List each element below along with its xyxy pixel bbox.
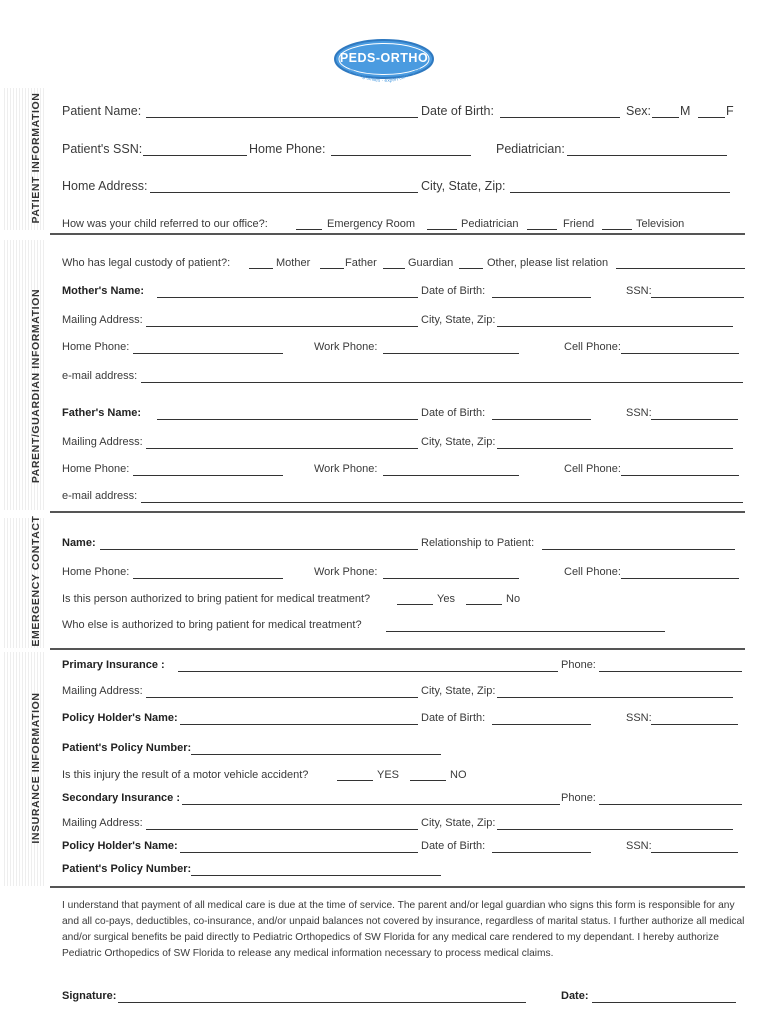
payment-authorization-statement: I understand that payment of all medical care is due at the time of service. The parent and/or legal guardian who signs this form is responsible for any and all co-pays, deductibles, co-insurance, and/or unpaid balances not covered by insurance, regardless of marital status. I further authorize all medical and/or surgical benefits be paid directly to Pediatric Orthopedics of SW Florida for any medical care rendered to my dependant. I hereby authorize Pediatric Orthopedics of SW Florida to release any medical information necessary to process medical claims. bbox=[62, 900, 745, 959]
primary-policy-number-label: Patient's Policy Number: bbox=[62, 742, 192, 754]
logo-name: PEDS-ORTHO bbox=[339, 51, 429, 65]
primary-insurance-field[interactable] bbox=[178, 671, 558, 672]
mother-ssn-label: SSN: bbox=[626, 285, 652, 297]
father-email-field[interactable] bbox=[141, 502, 743, 503]
mother-email-field[interactable] bbox=[141, 382, 743, 383]
section-divider bbox=[50, 511, 745, 513]
secondary-csz-label: City, State, Zip: bbox=[421, 817, 496, 829]
custody-father-label: Father bbox=[345, 257, 377, 269]
secondary-holder-field[interactable] bbox=[180, 852, 418, 853]
primary-holder-ssn-label: SSN: bbox=[626, 712, 652, 724]
mother-mailing-field[interactable] bbox=[146, 326, 418, 327]
custody-guardian-check[interactable] bbox=[383, 268, 405, 269]
patient-name-field[interactable] bbox=[146, 117, 418, 118]
mother-email-label: e-mail address: bbox=[62, 370, 138, 382]
primary-mailing-field[interactable] bbox=[146, 697, 418, 698]
signature-label: Signature: bbox=[62, 990, 117, 1002]
section-divider bbox=[50, 648, 745, 650]
date-field[interactable] bbox=[592, 1002, 736, 1003]
primary-insurance-label: Primary Insurance : bbox=[62, 659, 165, 671]
primary-phone-field[interactable] bbox=[599, 671, 742, 672]
referral-friend-check[interactable] bbox=[527, 229, 557, 230]
patient-csz-field[interactable] bbox=[510, 192, 730, 193]
sex-f-field[interactable] bbox=[698, 117, 725, 118]
father-work-phone-field[interactable] bbox=[383, 475, 519, 476]
section-label-parent: PARENT/GUARDIAN INFORMATION bbox=[30, 288, 42, 484]
secondary-csz-field[interactable] bbox=[497, 829, 733, 830]
mother-csz-label: City, State, Zip: bbox=[421, 314, 496, 326]
authorized-no-label: No bbox=[506, 593, 521, 605]
mother-dob-label: Date of Birth: bbox=[421, 285, 486, 297]
mother-cell-phone-field[interactable] bbox=[621, 353, 739, 354]
father-cell-phone-label: Cell Phone: bbox=[564, 463, 621, 475]
patient-sex-label: Sex: bbox=[626, 104, 652, 118]
patient-ssn-label: Patient's SSN: bbox=[62, 142, 143, 156]
father-mailing-field[interactable] bbox=[146, 448, 418, 449]
section-label-patient: PATIENT INFORMATION bbox=[30, 92, 42, 224]
primary-phone-label: Phone: bbox=[561, 659, 596, 671]
sex-m-label: M bbox=[680, 104, 691, 118]
custody-father-check[interactable] bbox=[320, 268, 344, 269]
secondary-insurance-label: Secondary Insurance : bbox=[62, 792, 180, 804]
father-dob-label: Date of Birth: bbox=[421, 407, 486, 419]
secondary-holder-ssn-label: SSN: bbox=[626, 840, 652, 852]
father-work-phone-label: Work Phone: bbox=[314, 463, 378, 475]
logo-tagline: growing smiles · expert care · peac bbox=[348, 65, 424, 85]
authorized-no-check[interactable] bbox=[466, 604, 502, 605]
referral-label: How was your child referred to our office?: bbox=[62, 218, 268, 230]
mothers-name-label: Mother's Name: bbox=[62, 285, 145, 297]
father-mailing-label: Mailing Address: bbox=[62, 436, 143, 448]
primary-holder-dob-field[interactable] bbox=[492, 724, 591, 725]
referral-ped-check[interactable] bbox=[427, 229, 457, 230]
father-home-phone-field[interactable] bbox=[133, 475, 283, 476]
secondary-policy-number-label: Patient's Policy Number: bbox=[62, 863, 192, 875]
father-email-label: e-mail address: bbox=[62, 490, 138, 502]
mother-dob-field[interactable] bbox=[492, 297, 591, 298]
patient-home-phone-field[interactable] bbox=[331, 155, 471, 156]
patient-dob-label: Date of Birth: bbox=[421, 104, 494, 118]
mothers-name-field[interactable] bbox=[157, 297, 418, 298]
accident-yes-check[interactable] bbox=[337, 780, 373, 781]
emergency-home-phone-field[interactable] bbox=[133, 578, 283, 579]
who-else-field[interactable] bbox=[386, 631, 665, 632]
mother-ssn-field[interactable] bbox=[651, 297, 744, 298]
referral-tv-check[interactable] bbox=[602, 229, 632, 230]
signature-field[interactable] bbox=[118, 1002, 526, 1003]
section-label-insurance: INSURANCE INFORMATION bbox=[30, 692, 42, 844]
emergency-name-field[interactable] bbox=[100, 549, 418, 550]
referral-friend-label: Friend bbox=[563, 218, 595, 230]
custody-other-label: Other, please list relation bbox=[487, 257, 609, 269]
custody-mother-label: Mother bbox=[276, 257, 311, 269]
custody-other-field[interactable] bbox=[616, 268, 745, 269]
home-address-label: Home Address: bbox=[62, 179, 148, 193]
father-dob-field[interactable] bbox=[492, 419, 591, 420]
custody-other-check[interactable] bbox=[459, 268, 483, 269]
mother-cell-phone-label: Cell Phone: bbox=[564, 341, 621, 353]
relationship-label: Relationship to Patient: bbox=[421, 537, 535, 549]
primary-holder-label: Policy Holder's Name: bbox=[62, 712, 178, 724]
sex-f-label: F bbox=[726, 104, 734, 118]
secondary-holder-dob-label: Date of Birth: bbox=[421, 840, 486, 852]
custody-label: Who has legal custody of patient?: bbox=[62, 257, 231, 269]
section-label-emergency: EMERGENCY CONTACT bbox=[30, 515, 42, 647]
fathers-name-label: Father's Name: bbox=[62, 407, 142, 419]
authorized-yes-label: Yes bbox=[437, 593, 455, 605]
section-divider bbox=[50, 233, 745, 235]
authorized-question: Is this person authorized to bring patient for medical treatment? bbox=[62, 593, 371, 605]
primary-holder-dob-label: Date of Birth: bbox=[421, 712, 486, 724]
secondary-mailing-label: Mailing Address: bbox=[62, 817, 143, 829]
primary-csz-field[interactable] bbox=[497, 697, 733, 698]
referral-tv-label: Television bbox=[636, 218, 685, 230]
referral-er-check[interactable] bbox=[296, 229, 322, 230]
father-ssn-field[interactable] bbox=[651, 419, 738, 420]
referral-ped-label: Pediatrician bbox=[461, 218, 519, 230]
accident-no-label: NO bbox=[450, 769, 467, 781]
father-csz-field[interactable] bbox=[497, 448, 733, 449]
primary-mailing-label: Mailing Address: bbox=[62, 685, 143, 697]
emergency-home-phone-label: Home Phone: bbox=[62, 566, 130, 578]
emergency-cell-phone-field[interactable] bbox=[621, 578, 739, 579]
mother-work-phone-field[interactable] bbox=[383, 353, 519, 354]
secondary-phone-label: Phone: bbox=[561, 792, 596, 804]
primary-holder-ssn-field[interactable] bbox=[651, 724, 738, 725]
section-divider bbox=[50, 886, 745, 888]
secondary-insurance-field[interactable] bbox=[182, 804, 560, 805]
patient-ssn-field[interactable] bbox=[143, 155, 247, 156]
mother-work-phone-label: Work Phone: bbox=[314, 341, 378, 353]
authorized-yes-check[interactable] bbox=[397, 604, 433, 605]
accident-yes-label: YES bbox=[377, 769, 400, 781]
father-home-phone-label: Home Phone: bbox=[62, 463, 130, 475]
secondary-holder-label: Policy Holder's Name: bbox=[62, 840, 178, 852]
peds-ortho-logo bbox=[333, 38, 435, 86]
secondary-holder-ssn-field[interactable] bbox=[651, 852, 738, 853]
mother-home-phone-label: Home Phone: bbox=[62, 341, 130, 353]
custody-guardian-label: Guardian bbox=[408, 257, 454, 269]
accident-question: Is this injury the result of a motor vehicle accident? bbox=[62, 769, 309, 781]
primary-csz-label: City, State, Zip: bbox=[421, 685, 496, 697]
secondary-holder-dob-field[interactable] bbox=[492, 852, 591, 853]
father-ssn-label: SSN: bbox=[626, 407, 652, 419]
secondary-phone-field[interactable] bbox=[599, 804, 742, 805]
custody-mother-check[interactable] bbox=[249, 268, 273, 269]
emergency-work-phone-field[interactable] bbox=[383, 578, 519, 579]
mother-mailing-label: Mailing Address: bbox=[62, 314, 143, 326]
home-address-field[interactable] bbox=[150, 192, 418, 193]
emergency-cell-phone-label: Cell Phone: bbox=[564, 566, 621, 578]
patient-csz-label: City, State, Zip: bbox=[421, 179, 506, 193]
pediatrician-field[interactable] bbox=[567, 155, 727, 156]
emergency-name-label: Name: bbox=[62, 537, 96, 549]
sex-m-field[interactable] bbox=[652, 117, 679, 118]
date-label: Date: bbox=[561, 990, 589, 1002]
secondary-mailing-field[interactable] bbox=[146, 829, 418, 830]
patient-dob-field[interactable] bbox=[500, 117, 620, 118]
primary-holder-field[interactable] bbox=[180, 724, 418, 725]
who-else-question: Who else is authorized to bring patient for medical treatment? bbox=[62, 619, 362, 631]
patient-home-phone-label: Home Phone: bbox=[249, 142, 326, 156]
father-cell-phone-field[interactable] bbox=[621, 475, 739, 476]
mother-csz-field[interactable] bbox=[497, 326, 733, 327]
relationship-field[interactable] bbox=[542, 549, 735, 550]
mother-home-phone-field[interactable] bbox=[133, 353, 283, 354]
referral-er-label: Emergency Room bbox=[327, 218, 416, 230]
father-csz-label: City, State, Zip: bbox=[421, 436, 496, 448]
pediatrician-label: Pediatrician: bbox=[496, 142, 565, 156]
accident-no-check[interactable] bbox=[410, 780, 446, 781]
primary-policy-number-field[interactable] bbox=[191, 754, 441, 755]
secondary-policy-number-field[interactable] bbox=[191, 875, 441, 876]
emergency-work-phone-label: Work Phone: bbox=[314, 566, 378, 578]
fathers-name-field[interactable] bbox=[157, 419, 418, 420]
patient-name-label: Patient Name: bbox=[62, 104, 142, 118]
